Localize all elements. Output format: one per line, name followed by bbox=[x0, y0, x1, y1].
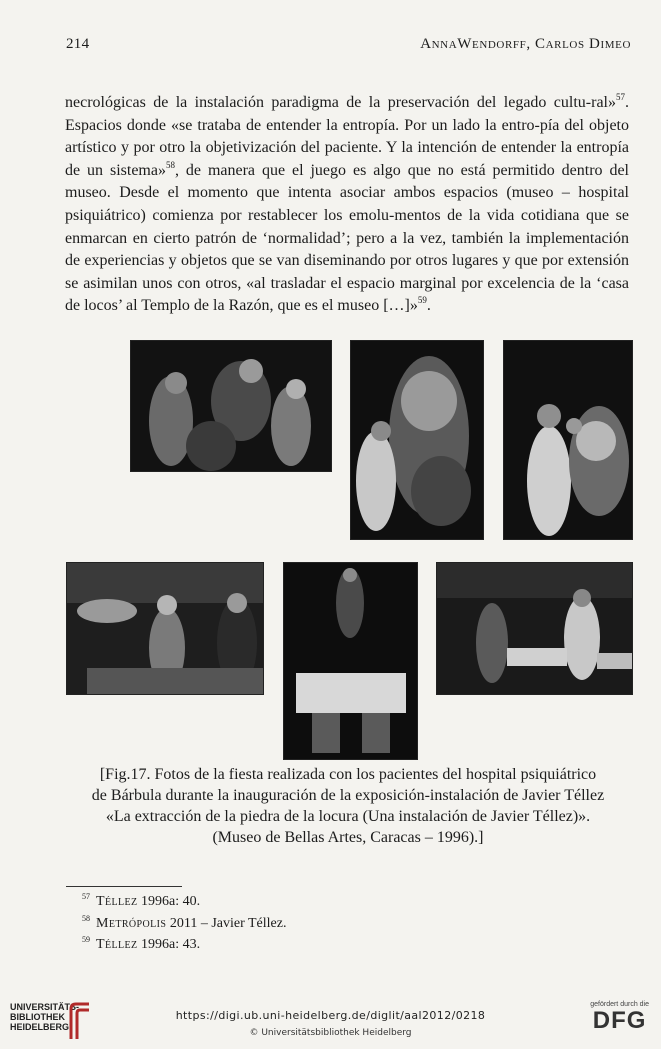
caption-line: «La extracción de la piedra de la locura (Una instalación de Javier Téllez)». bbox=[105, 808, 591, 825]
figure-caption bbox=[66, 764, 630, 848]
footnote-ref-59[interactable]: 59 bbox=[417, 295, 427, 306]
photo-clown-figure bbox=[503, 340, 633, 540]
footnote-author: Téllez bbox=[96, 937, 138, 952]
funder-name: DFG bbox=[592, 1007, 647, 1034]
page-url-link[interactable]: https://digi.ub.uni-heidelberg.de/diglit/aal2012/0218 bbox=[175, 1009, 486, 1022]
page-number: 214 bbox=[66, 36, 90, 52]
body-text-segment: . Espacios donde «se trataba de entender la entropía. Por un lado la entro-pía del objeto artístico y por otro la objetivización del paciente. Y la intención de entender la entropía de un sistema» bbox=[65, 94, 629, 179]
funder-logo bbox=[590, 1001, 649, 1034]
photo-figure-on-table bbox=[283, 562, 418, 760]
photo-party-dancing bbox=[130, 340, 332, 472]
footnotes bbox=[82, 891, 286, 956]
body-text-segment: , de manera que el juego es algo que no está permitido dentro del museo. Desde el momento que intenta asociar ambos espacios (museo – hospital psiquiátrico) comienza por restablecer los emolu-mentos de la vida cotidiana que se enmarcan en cierto patrón de ‘normalidad’; pero a la vez, también la implementación de experiencias y objetos que se van diseminando por otros lugares y que por extensión se asimilan unos con otros, «al trasladar el espacio marginal por excelencia de la ‘casa de locos’ al Templo de la Razón, que es el museo […]» bbox=[65, 161, 630, 315]
footnote-ref: 2011 – Javier Téllez. bbox=[169, 915, 287, 931]
footnote-separator bbox=[66, 886, 182, 887]
footnote-ref-58[interactable]: 58 bbox=[165, 159, 175, 170]
caption-line: [Fig.17. Fotos de la fiesta realizada con los pacientes del hospital psiquiátrico bbox=[99, 766, 597, 783]
footnote-author: Metrópolis bbox=[96, 915, 167, 931]
footnote-number: 57 bbox=[82, 892, 90, 901]
photo-hall-tables bbox=[436, 562, 633, 695]
footnote-number: 58 bbox=[82, 913, 90, 923]
running-head-authors: AnnaWendorff, Carlos Dimeo bbox=[420, 36, 631, 52]
footnote-58 bbox=[82, 913, 286, 935]
funder-note: gefördert durch die bbox=[590, 1001, 649, 1008]
digitization-footer bbox=[0, 995, 661, 1049]
copyright-notice: © Universitätsbibliothek Heidelberg bbox=[249, 1028, 412, 1038]
body-paragraph bbox=[65, 92, 629, 318]
running-header bbox=[66, 36, 631, 56]
footnote-ref: 1996a: 43. bbox=[141, 937, 201, 952]
caption-line: (Museo de Bellas Artes, Caracas – 1996).] bbox=[212, 829, 484, 846]
photo-costume-figure bbox=[350, 340, 484, 540]
body-text-segment: . bbox=[426, 297, 431, 315]
caption-line: de Bárbula durante la inauguración de la exposición-instalación de Javier Téllez bbox=[91, 787, 605, 804]
body-text-segment: necrológicas de la instalación paradigma de la preservación del legado cultu-ral» bbox=[65, 94, 616, 111]
photo-guests-table bbox=[66, 562, 264, 695]
library-logo-text: UNIVERSITÄTS- BIBLIOTHEK HEIDELBERG bbox=[10, 1002, 80, 1032]
footnote-ref: 1996a: 40. bbox=[141, 894, 201, 909]
footnote-59 bbox=[82, 934, 286, 956]
footnote-number: 59 bbox=[82, 935, 90, 944]
footnote-author: Téllez bbox=[96, 894, 138, 909]
footnote-57 bbox=[82, 891, 286, 913]
footnote-ref-57[interactable]: 57 bbox=[616, 92, 625, 102]
